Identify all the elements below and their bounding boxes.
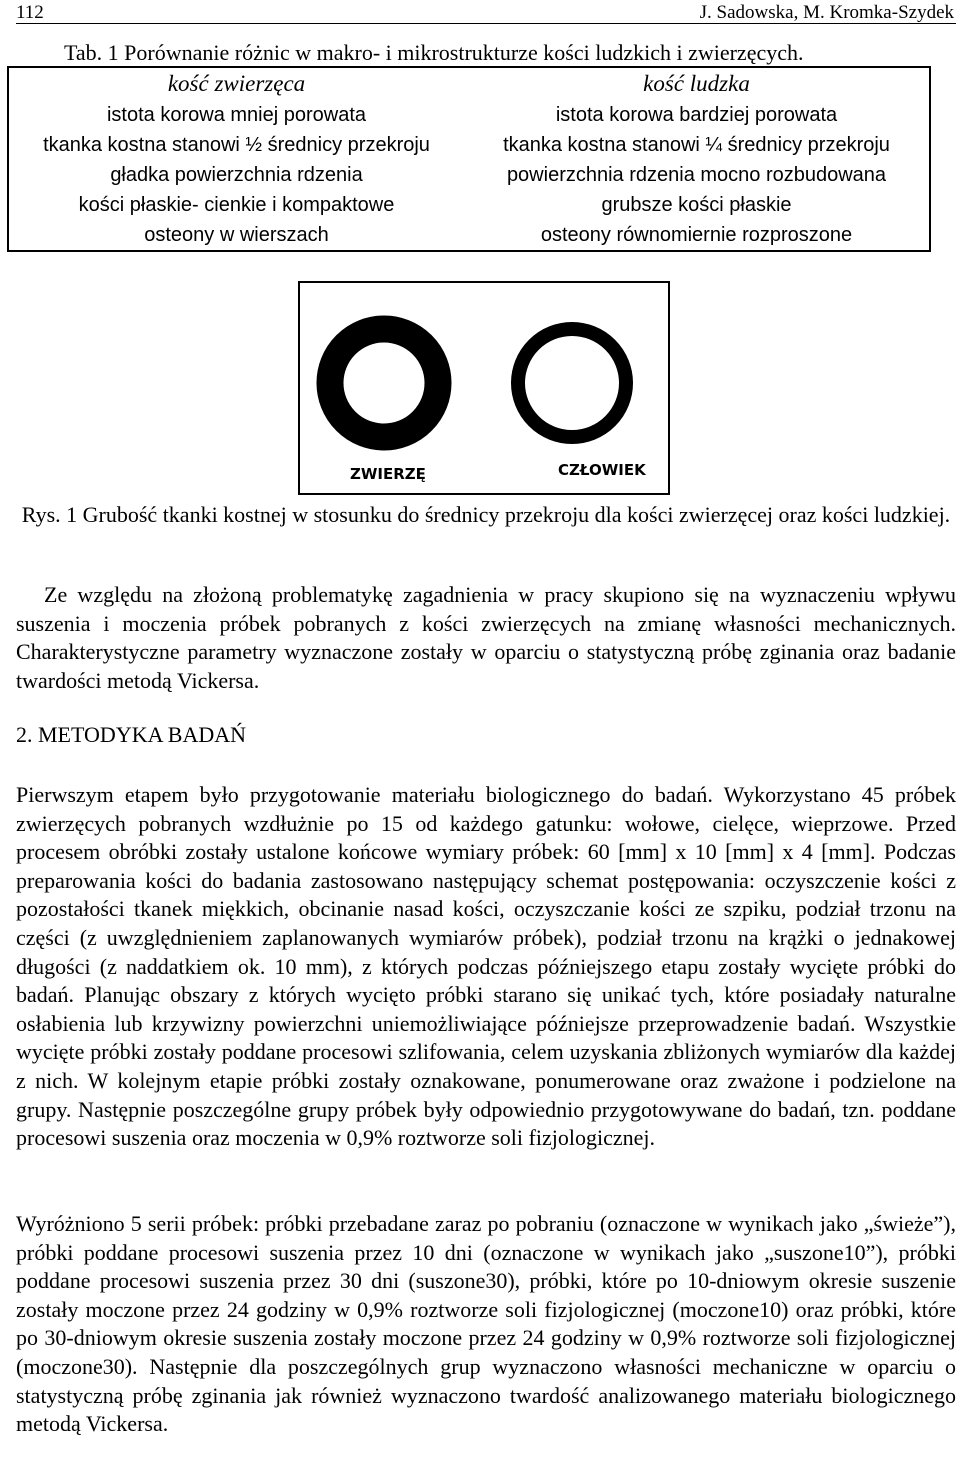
cell-animal: tkanka kostna stanowi ½ średnicy przekroju: [43, 134, 430, 156]
human-bone-ring: [518, 329, 626, 437]
cell-human: istota korowa bardziej porowata: [555, 104, 838, 126]
table-row: [8, 160, 930, 190]
table-caption: Tab. 1 Porównanie różnic w makro- i mikrostrukturze kości ludzkich i zwierzęcych.: [64, 40, 804, 65]
table-row: [8, 130, 930, 160]
methods-paragraph-2: Wyróżniono 5 serii próbek: próbki przebadane zaraz po pobraniu (oznaczone w wynikach jako „świeże”), próbki poddane procesowi suszenia przez 10 dni (oznaczone w wynikach jako „suszone10”), próbki poddane procesowi suszenia przez 30 dni (suszone30), próbki, które po 10-dniowym okresie suszenie zostały moczone przez 24 godziny w 0,9% roztworze soli fizjologicznej (moczone10) oraz próbki, które po 30-dniowym okresie suszenia zostały moczone przez 24 godziny w 0,9% roztworze soli fizjologicznej (moczone30). Następnie dla poszczególnych grup wyznaczono własności mechaniczne w oparciu o statystyczną próbę zginania jak również wyznaczono twardość analizowanego materiału biologicznego metodą Vickersa.: [16, 1211, 956, 1437]
cell-human: osteony równomiernie rozproszone: [540, 224, 853, 246]
cell-animal: osteony w wierszach: [144, 224, 329, 246]
running-head-authors: J. Sadowska, M. Kromka-Szydek: [699, 2, 954, 23]
figure-bone-cross-sections: [298, 281, 670, 495]
header-animal-bone: kość zwierzęca: [167, 71, 306, 96]
cell-human: grubsze kości płaskie: [601, 194, 792, 216]
table-header-row: [8, 67, 930, 100]
figure-caption: Rys. 1 Grubość tkanki kostnej w stosunku do średnicy przekroju dla kości zwierzęcej oraz kości ludzkiej.: [21, 502, 951, 527]
cell-animal: kości płaskie- cienkie i kompaktowe: [78, 194, 395, 216]
cell-human: tkanka kostna stanowi ¼ średnicy przekroju: [503, 134, 890, 156]
label-animal: ZWIERZĘ: [350, 465, 426, 483]
cell-human: powierzchnia rdzenia mocno rozbudowana: [506, 164, 887, 186]
header-human-bone: kość ludzka: [643, 71, 750, 96]
label-human: CZŁOWIEK: [558, 461, 646, 479]
page-number: 112: [16, 2, 44, 23]
methods-paragraph-1: Pierwszym etapem było przygotowanie materiału biologicznego do badań. Wykorzystano 45 próbek zwierzęcych pobranych wzdłużnie po 15 od każdego gatunku: wołowe, cielęce, wieprzowe. Przed procesem obróbki zostały ustalone końcowe wymiary próbek: 60 [mm] x 10 [mm] x 4 [mm]. Podczas preparowania kości do badania zastosowano następujący schemat postępowania: oczyszczenie kości z pozostałości tkanek miękkich, obcinanie nasad kości, oczyszczanie kości ze szpiku, podział trzonu na części (z uwzględnieniem zaplanowanych wymiarów próbek), podział trzonu na krążki o jednakowej długości (z naddatkiem ok. 10 mm), z których podczas późniejszego etapu zostały wycięte próbki do badań. Planując obszary z których wycięto próbki starano się unikać tych, które posiadały naturalne osłabienia lub krzywizny powierzchni uniemożliwiające późniejsze przeprowadzenie badań. Wszystkie wycięte próbki zostały poddane procesowi szlifowania, celem uzyskania zbliżonych wymiarów dla każdej z nich. W kolejnym etapie próbki zostały oznakowane, ponumerowane oraz zważone i podzielone na grupy. Następnie poszczególne grupy próbek były odpowiednio przygotowywane do badań, tzn. poddane procesowi suszenia oraz moczenia w 0,9% roztworze soli fizjologicznej.: [16, 782, 956, 1151]
animal-bone-ring: [330, 329, 438, 437]
table-row: [8, 220, 930, 251]
table-row: [8, 190, 930, 220]
table-row: [8, 100, 930, 130]
intro-paragraph: Ze względu na złożoną problematykę zagadnienia w pracy skupiono się na wyznaczeniu wpływu suszenia i moczenia próbek pobranych z kości zwierzęcych na zmianę własności mechanicznych. Charakterystyczne parametry wyznaczone zostały w oparciu o statystyczną próbę zginania oraz badanie twardości metodą Vickersa.: [16, 582, 956, 693]
section-heading: 2. METODYKA BADAŃ: [16, 722, 246, 747]
cell-animal: gładka powierzchnia rdzenia: [110, 164, 363, 186]
comparison-table: [7, 66, 931, 252]
cell-animal: istota korowa mniej porowata: [106, 104, 366, 126]
